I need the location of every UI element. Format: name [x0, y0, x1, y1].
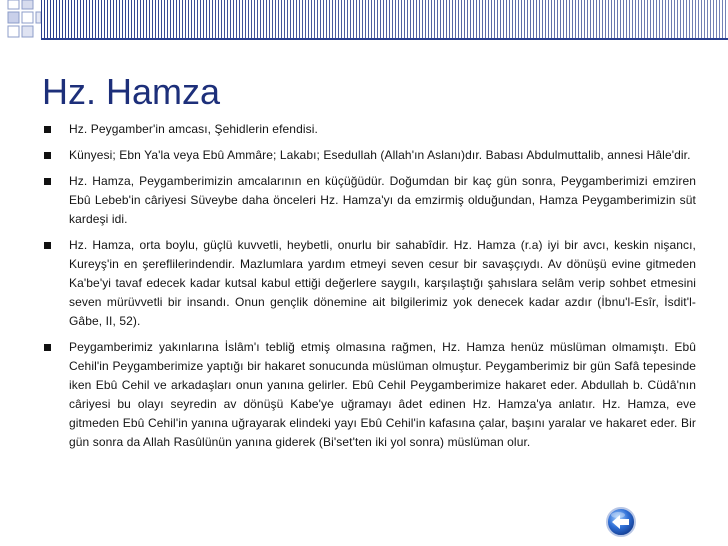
bullet-text: Hz. Hamza, orta boylu, güçlü kuvvetli, heybetli, onurlu bir sahabîdir. Hz. Hamza (r.a) iyi bir avcı, keskin nişancı, Kureyş'in en şereflilerindendir. Mazlumlara yardım etmeyi seven cesur bir savaşçıydı. Av dönüşü evine gitmeden Ka'be'yi tavaf edecek kadar kutsal kabul ettiği değerlere saygılı, karşılaştığı şahıslara selâm verip sohbet etmesini seven mürüvvetli bir insandı. Onun gençlik dönemine ait bilgilerimiz yok denecek kadar azdır (İbnu'l-Esîr, İsdit'l-Gâbe, II, 52).	[69, 238, 696, 328]
bullet-item	[44, 338, 696, 452]
back-button[interactable]	[605, 506, 637, 538]
bullet-item	[44, 120, 696, 139]
bullet-item	[44, 146, 696, 165]
bullet-text: Hz. Hamza, Peygamberimizin amcalarının en küçüğüdür. Doğumdan bir kaç gün sonra, Peygamberimizi emziren Ebû Lebeb'in câriyesi Süveybe daha önceleri Hz. Hamza'yı da emzirmiş olduğundan, Hamza Peygamberimizin süt kardeşi idi.	[69, 174, 696, 226]
header-stripe-fade	[41, 0, 728, 38]
square-bullet-icon	[44, 152, 51, 159]
bullet-text: Peygamberimiz yakınlarına İslâm'ı tebliğ etmiş olmasına rağmen, Hz. Hamza henüz müslüman olmamıştı. Ebû Cehil'in Peygamberimize yaptığı bir hakaret sonucunda müslüman olmuştur. Peygamberimiz bir gün Safâ tepesinde iken Ebû Cehil ve arkadaşları onun yanına gelirler. Ebû Cehil Peygamberimize hakaret eder. Abdullah b. Cüdâ'nın câriyesi bu olayı seyredin av dönüşü Kabe'ye uğramayı âdet edinen Hz. Hamza'ya anlatır. Hz. Hamza, eve gitmeden Ebû Cehil'in yanına uğrayarak elindeki yayı Ebû Cehil'in kafasına çalar, başını yaralar ve hakaret eder. Bir gün sonra da Allah Rasûlünün yanına giderek (Bi'set'ten iki yol sonra) müslüman olur.	[69, 340, 696, 449]
square-bullet-icon	[44, 242, 51, 249]
square-bullet-icon	[44, 178, 51, 185]
bullet-item	[44, 172, 696, 229]
square-bullet-icon	[44, 126, 51, 133]
bullet-text: Künyesi; Ebn Ya'la veya Ebû Ammâre; Lakabı; Esedullah (Allah'ın Aslanı)dır. Babası Abdulmuttalib, annesi Hâle'dir.	[69, 148, 691, 162]
slide-title: Hz. Hamza	[42, 71, 221, 112]
bullet-list	[44, 120, 696, 459]
header-rule	[41, 38, 728, 40]
square-bullet-icon	[44, 344, 51, 351]
bullet-text: Hz. Peygamber'in amcası, Şehidlerin efendisi.	[69, 122, 318, 136]
bullet-item	[44, 236, 696, 331]
